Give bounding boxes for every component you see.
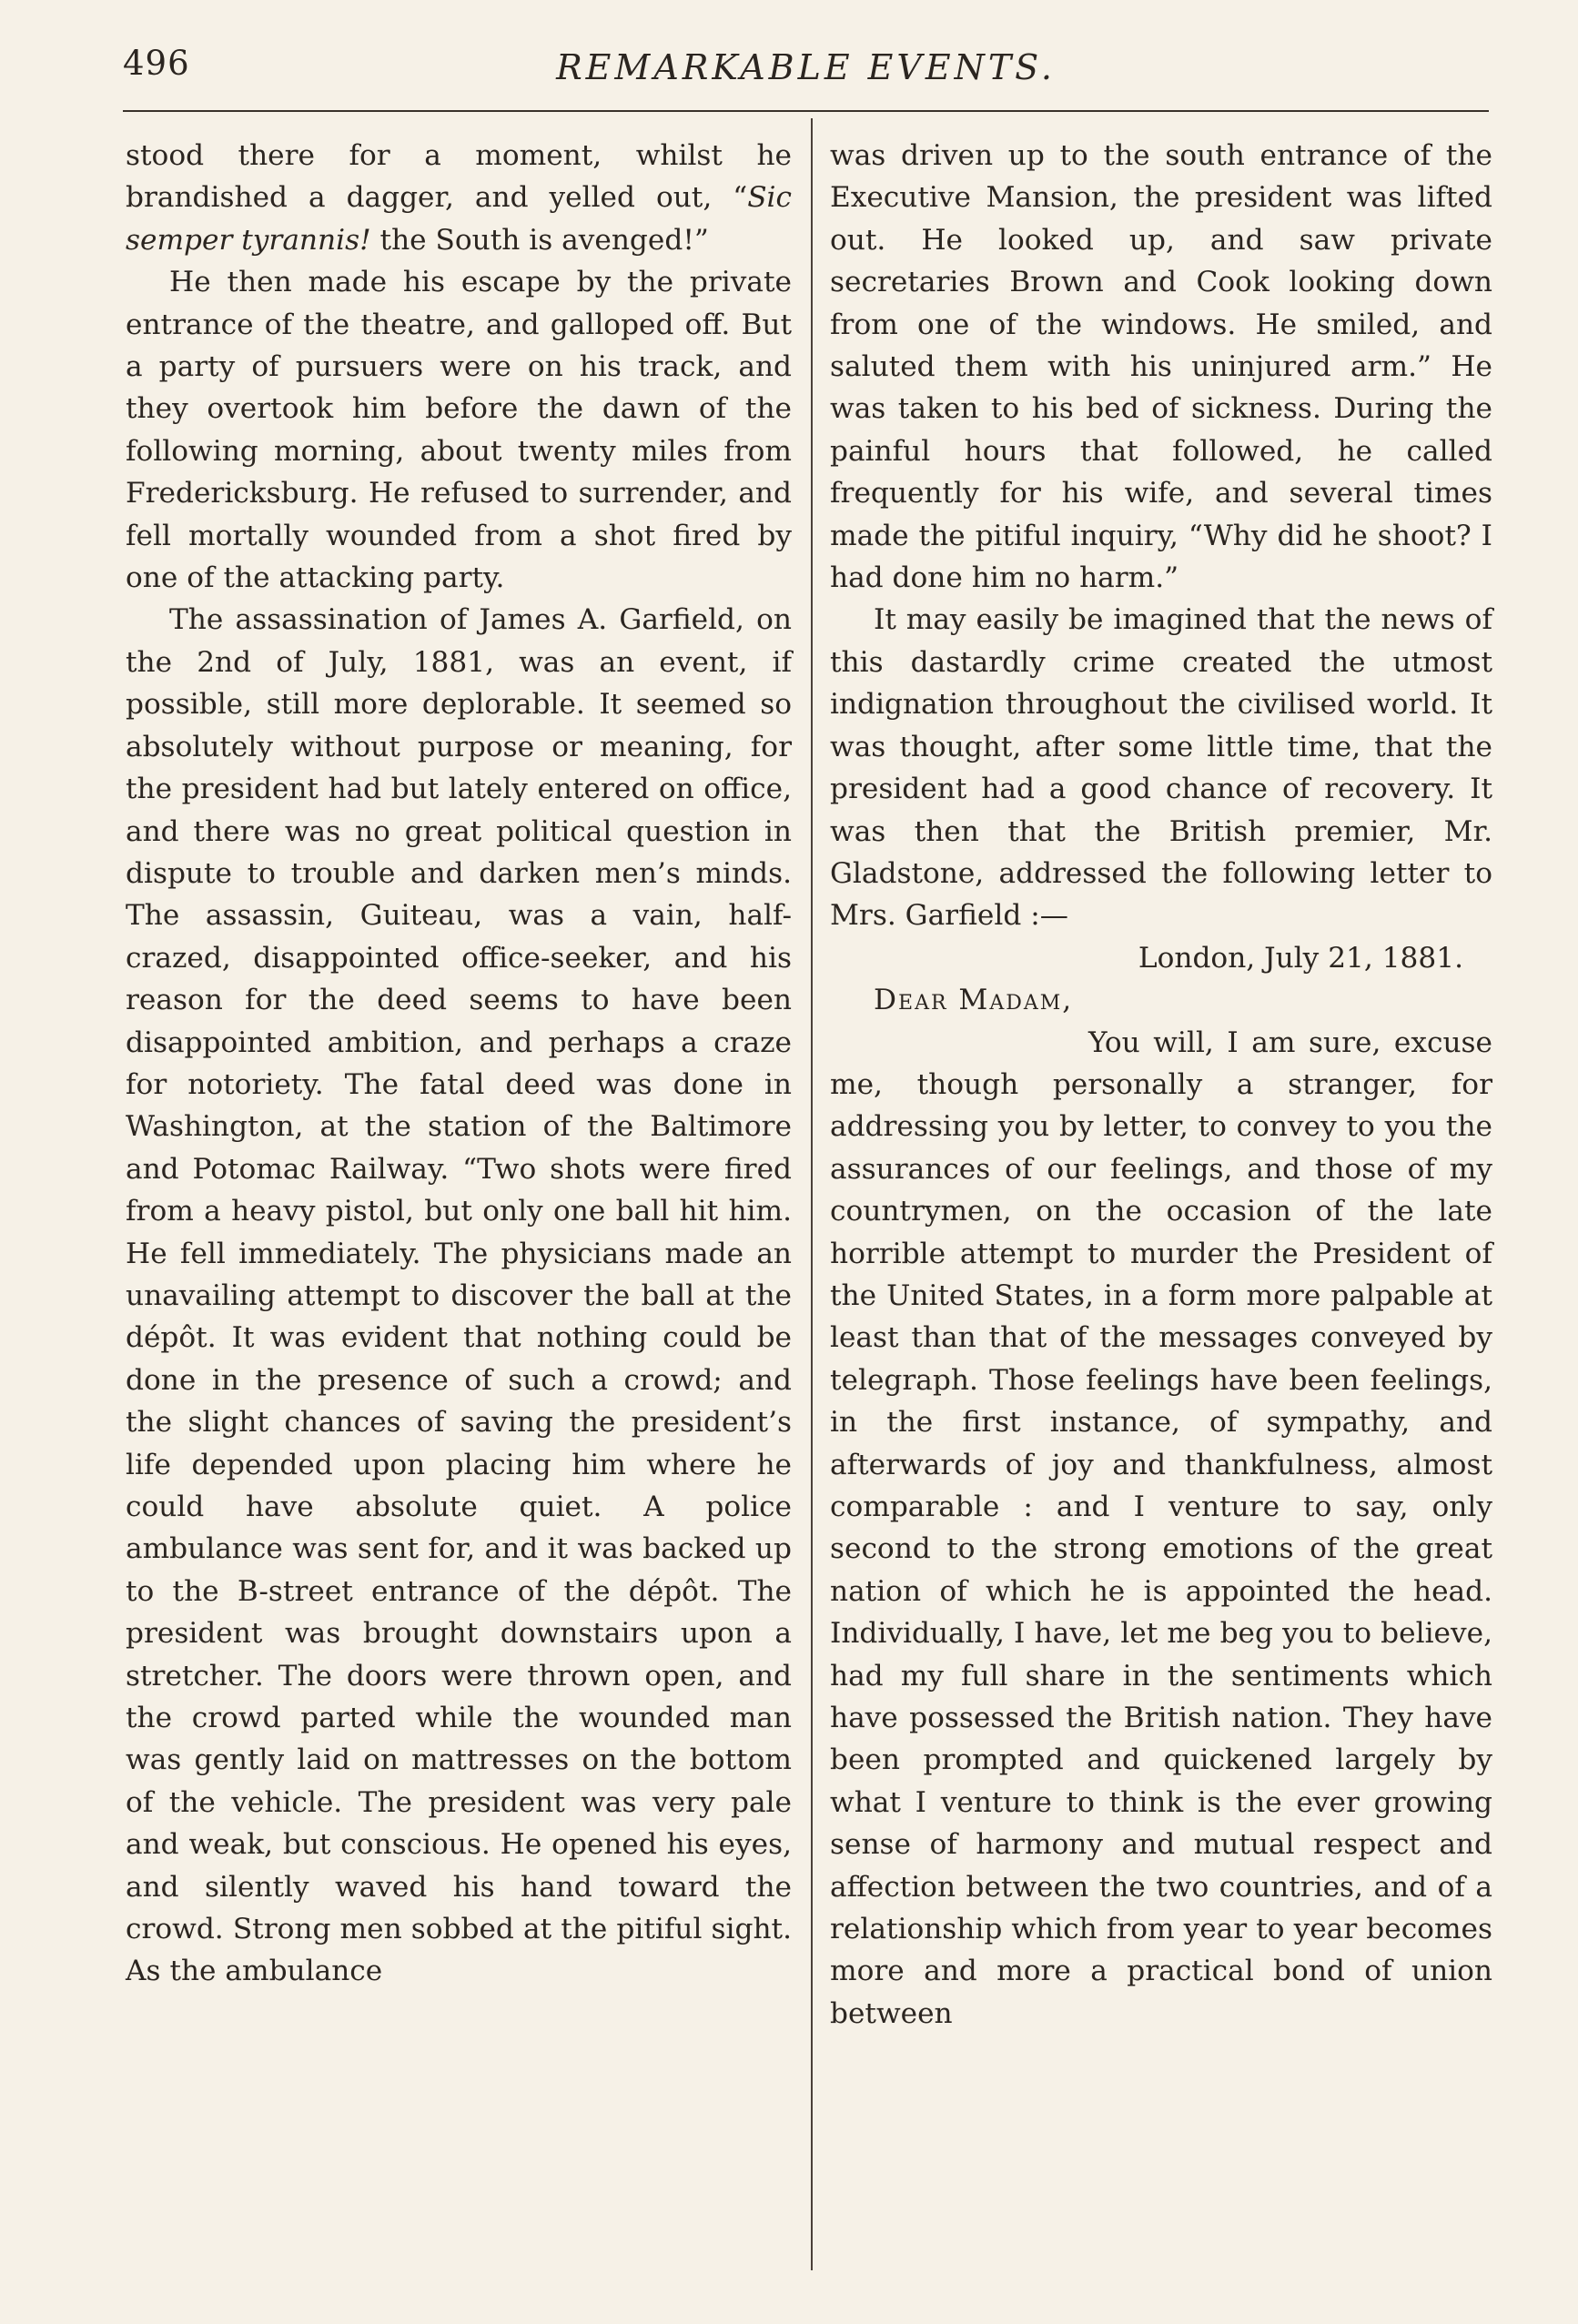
page-number: 496 (123, 44, 190, 83)
left-column (126, 135, 792, 1993)
paragraph: stood there for a moment, whilst he brandished a dagger, and yelled out, “Sic semper tyrannis! the South is avenged!” (126, 139, 792, 257)
paragraph: The assassination of James A. Garfield, on the 2nd of July, 1881, was an event, if possible, still more deplorable. It seemed so absolutely without purpose or meaning, for the president had but lately entered on office, and there was no great political question in dispute to trouble and darken men’s minds. The assassin, Guiteau, was a vain, half-crazed, disappointed office-seeker, and his reason for the deed seems to have been disappointed ambition, and perhaps a craze for notoriety. The fatal deed was done in Washington, at the station of the Baltimore and Potomac Railway. “Two shots were fired from a heavy pistol, but only one ball hit him. He fell immediately. The physicians made an unavailing attempt to discover the ball at the dépôt. It was evident that nothing could be done in the presence of such a crowd; and the slight chances of saving the president’s life depended upon placing him where he could have absolute quiet. A police ambulance was sent for, and it was backed up to the B-street entrance of the dépôt. The president was brought downstairs upon a stretcher. The doors were thrown open, and the crowd parted while the wounded man was gently laid on mattresses on the bottom of the vehicle. The president was very pale and weak, but conscious. He opened his eyes, and silently waved his hand toward the crowd. Strong men sobbed at the pitiful sight. As the ambulance (126, 603, 792, 1988)
paragraph: It may easily be imagined that the news of this dastardly crime created the utmost indignation throughout the civilised world. It was thought, after some little time, that the president had a good chance of recovery. It was then that the British premier, Mr. Gladstone, addressed the following letter to Mrs. Garfield :— (830, 603, 1492, 933)
latin-phrase: Sic semper tyrannis! (126, 181, 792, 257)
letter-dateline: London, July 21, 1881. (1138, 941, 1463, 975)
running-title: REMARKABLE EVENTS. (556, 47, 1056, 87)
letter-salutation: Dear Madam, (874, 984, 1074, 1017)
header-rule (123, 110, 1489, 112)
page-header (123, 44, 1489, 98)
column-divider (811, 118, 813, 2270)
right-column (830, 135, 1492, 2035)
paragraph: was driven up to the south entrance of the Executive Mansion, the president was lifted out. He looked up, and saw private secretaries Brown and Cook looking down from one of the windows. He smiled, and saluted them with his uninjured arm.” He was taken to his bed of sickness. During the painful hours that followed, he called frequently for his wife, and several times made the pitiful inquiry, “Why did he shoot? I had done him no harm.” (830, 139, 1492, 595)
paragraph: He then made his escape by the private entrance of the theatre, and galloped off. But a party of pursuers were on his track, and they overtook him before the dawn of the following morning, about twenty miles from Fredericksburg. He refused to surrender, and fell mortally wounded from a shot fired by one of the attacking party. (126, 266, 792, 595)
letter-body: You will, I am sure, excuse me, though personally a stranger, for addressing you by letter, to convey to you the assurances of our feelings, and those of my countrymen, on the occasion of the late horrible attempt to murder the President of the United States, in a form more palpable at least than that of the messages conveyed by telegraph. Those feelings have been feelings, in the first instance, of sympathy, and afterwards of joy and thankfulness, almost comparable : and I venture to say, only second to the strong emotions of the great nation of which he is appointed the head. Individually, I have, let me beg you to believe, had my full share in the sentiments which have possessed the British nation. They have been prompted and quickened largely by what I venture to think is the ever growing sense of harmony and mutual respect and affection between the two countries, and of a relationship which from year to year becomes more and more a practical bond of union between (830, 1026, 1492, 2030)
